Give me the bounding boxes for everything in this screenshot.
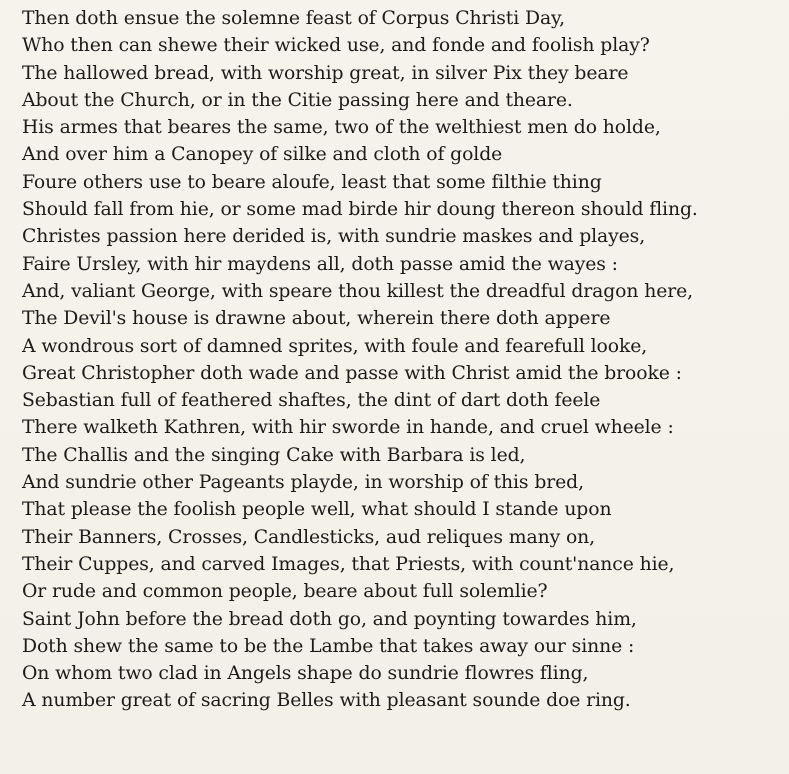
- poem-line-9: Christes passion here derided is, with sundrie maskes and playes,: [22, 226, 646, 248]
- poem-text: [22, 5, 698, 715]
- poem-line-13: A wondrous sort of damned sprites, with foule and fearefull looke,: [22, 335, 648, 357]
- poem-line-21: Their Cuppes, and carved Images, that Priests, with count'nance hie,: [22, 553, 675, 575]
- poem-line-10: Faire Ursley, with hir maydens all, doth passe amid the wayes :: [22, 253, 618, 275]
- poem-line-14: Great Christopher doth wade and passe with Christ amid the brooke :: [22, 362, 682, 384]
- poem-line-5: His armes that beares the same, two of the welthiest men do holde,: [22, 117, 661, 139]
- poem-line-16: There walketh Kathren, with hir sworde in hande, and cruel wheele :: [22, 417, 674, 439]
- poem-line-20: Their Banners, Crosses, Candlesticks, aud reliques many on,: [22, 526, 596, 548]
- poem-line-7: Foure others use to beare aloufe, least that some filthie thing: [22, 171, 602, 193]
- poem-line-17: The Challis and the singing Cake with Barbara is led,: [22, 444, 526, 466]
- poem-line-24: Doth shew the same to be the Lambe that takes away our sinne :: [22, 635, 635, 657]
- poem-line-1: Then doth ensue the solemne feast of Corpus Christi Day,: [22, 8, 565, 29]
- poem-line-4: About the Church, or in the Citie passing here and theare.: [22, 89, 573, 111]
- poem-line-19: That please the foolish people well, what should I stande upon: [22, 499, 612, 521]
- poem-line-22: Or rude and common people, beare about full solemlie?: [22, 581, 548, 603]
- poem-line-8: Should fall from hie, or some mad birde hir doung thereon should fling.: [22, 199, 698, 221]
- poem-line-6: And over him a Canopey of silke and cloth of golde: [22, 144, 503, 166]
- poem-line-25: On whom two clad in Angels shape do sundrie flowres fling,: [22, 663, 589, 685]
- poem-line-18: And sundrie other Pageants playde, in worship of this bred,: [22, 472, 584, 494]
- poem-line-26: A number great of sacring Belles with pleasant sounde doe ring.: [22, 690, 631, 712]
- poem-line-11: And, valiant George, with speare thou killest the dreadful dragon here,: [22, 280, 694, 302]
- poem-line-2: Who then can shewe their wicked use, and fonde and foolish play?: [22, 35, 650, 57]
- poem-line-15: Sebastian full of feathered shaftes, the dint of dart doth feele: [22, 390, 601, 412]
- poem-line-3: The hallowed bread, with worship great, in silver Pix they beare: [22, 62, 629, 84]
- poem-line-12: The Devil's house is drawne about, wherein there doth appere: [22, 308, 611, 330]
- poem-line-23: Saint John before the bread doth go, and poynting towardes him,: [22, 608, 637, 630]
